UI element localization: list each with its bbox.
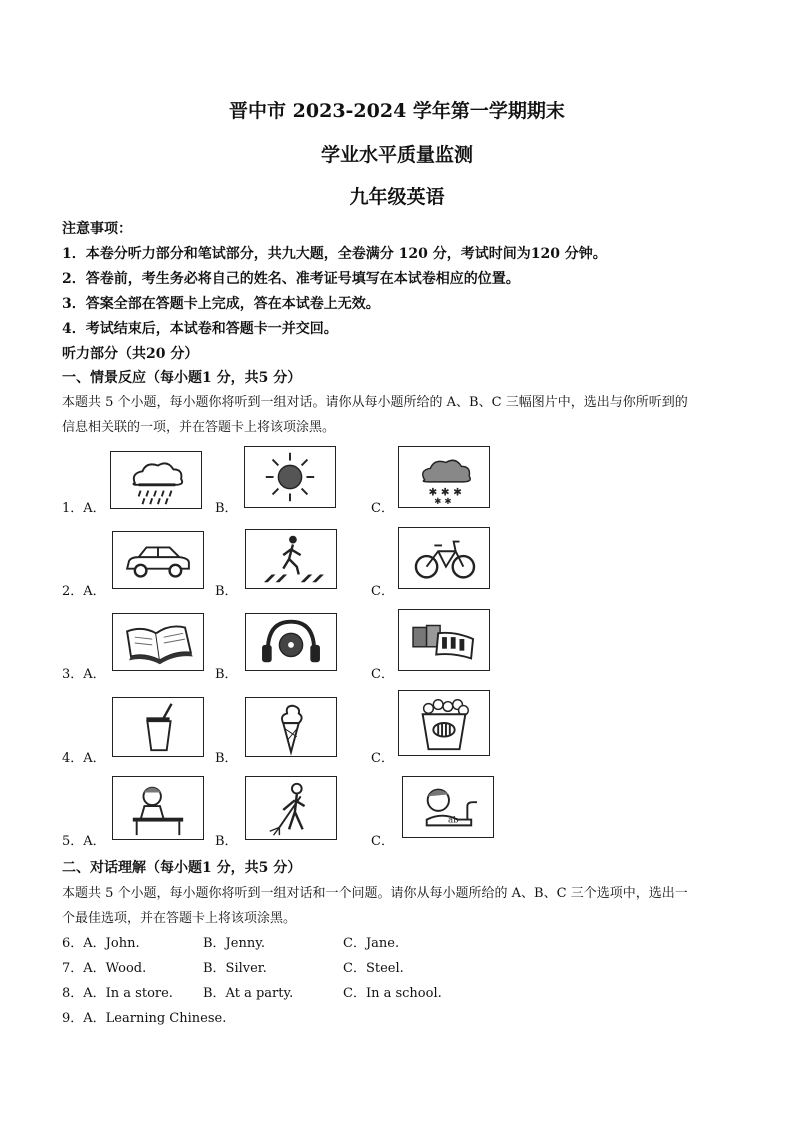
question-number: 1．A． bbox=[62, 501, 106, 516]
option-label-c: C． bbox=[371, 667, 394, 682]
option-label-b: B． bbox=[215, 501, 238, 516]
option-label-b: B． bbox=[215, 751, 238, 766]
option-b[interactable]: B．At a party. bbox=[203, 986, 294, 1001]
note-item: 3．答案全部在答题卡上完成，答在本试卷上无效。 bbox=[62, 296, 380, 312]
book-icon bbox=[113, 614, 203, 670]
ice-cream-icon bbox=[246, 698, 336, 756]
option-picture-c[interactable] bbox=[398, 446, 490, 508]
option-label-c: C． bbox=[371, 584, 394, 599]
option-picture-b[interactable] bbox=[245, 613, 337, 671]
option-picture-b[interactable] bbox=[245, 529, 337, 589]
notes-heading: 注意事项： bbox=[62, 221, 132, 237]
section2-heading: 二、对话理解（每小题1 分，共5 分） bbox=[62, 860, 302, 876]
option-a[interactable]: 9．A．Learning Chinese. bbox=[62, 1011, 227, 1026]
option-label-b: B． bbox=[215, 584, 238, 599]
sun-icon bbox=[245, 447, 335, 507]
exam-title-region: 晋中市 2023-2024 学年第一学期期末 bbox=[229, 100, 565, 122]
drink-cup-icon bbox=[113, 698, 203, 756]
section1-instructions: 本题共 5 个小题，每小题你将听到一组对话。请你从每小题所给的 A、B、C 三幅图片中，选出与你所听到的 bbox=[62, 395, 688, 410]
option-picture-a[interactable] bbox=[112, 697, 204, 757]
option-picture-a[interactable] bbox=[112, 531, 204, 589]
pedestrian-crossing-icon bbox=[246, 530, 336, 588]
option-a[interactable]: 7．A．Wood. bbox=[62, 961, 147, 976]
boy-at-desk-icon bbox=[113, 777, 203, 839]
question-number: 5．A． bbox=[62, 834, 106, 849]
film-reel-icon bbox=[399, 610, 489, 670]
option-picture-a[interactable] bbox=[110, 451, 202, 509]
exam-title-subject: 学业水平质量监测 bbox=[320, 144, 473, 166]
bicycle-icon bbox=[399, 528, 489, 588]
note-item: 2．答卷前，考生务必将自己的姓名、准考证号填写在本试卷相应的位置。 bbox=[62, 271, 520, 287]
option-picture-c[interactable] bbox=[398, 690, 490, 756]
popcorn-icon bbox=[399, 691, 489, 755]
headphones-cd-icon bbox=[246, 614, 336, 670]
section2-instructions: 个最佳选项，并在答题卡上将该项涂黑。 bbox=[62, 911, 297, 926]
option-b[interactable]: B．Silver. bbox=[203, 961, 267, 976]
note-item: 1．本卷分听力部分和笔试部分，共九大题，全卷满分 120 分，考试时间为120 分钟。 bbox=[62, 246, 607, 262]
option-picture-a[interactable] bbox=[112, 776, 204, 840]
section1-heading: 一、情景反应（每小题1 分，共5 分） bbox=[62, 370, 302, 386]
option-a[interactable]: 6．A．John. bbox=[62, 936, 140, 951]
svg-text:ab: ab bbox=[448, 815, 459, 826]
option-c[interactable]: C．In a school. bbox=[343, 986, 442, 1001]
option-picture-c[interactable] bbox=[398, 527, 490, 589]
rain-cloud-icon bbox=[111, 452, 201, 508]
option-label-c: C． bbox=[371, 834, 394, 849]
option-picture-c[interactable] bbox=[398, 609, 490, 671]
note-item: 4．考试结束后，本试卷和答题卡一并交回。 bbox=[62, 321, 338, 337]
question-number: 3．A． bbox=[62, 667, 106, 682]
option-picture-b[interactable] bbox=[245, 697, 337, 757]
question-number: 2．A． bbox=[62, 584, 106, 599]
section2-instructions: 本题共 5 个小题，每小题你将听到一组对话和一个问题。请你从每小题所给的 A、B、C 三个选项中，选出一 bbox=[62, 886, 688, 901]
snow-cloud-icon bbox=[399, 447, 489, 507]
option-c[interactable]: C．Steel. bbox=[343, 961, 404, 976]
man-sweeping-icon bbox=[246, 777, 336, 839]
option-a[interactable]: 8．A．In a store. bbox=[62, 986, 173, 1001]
option-label-b: B． bbox=[215, 667, 238, 682]
option-label-c: C． bbox=[371, 501, 394, 516]
option-picture-a[interactable] bbox=[112, 613, 204, 671]
exam-title-grade: 九年级英语 bbox=[349, 186, 445, 208]
option-picture-c[interactable] bbox=[402, 776, 494, 838]
option-label-c: C． bbox=[371, 751, 394, 766]
svg-text:✱ ✱ ✱: ✱ ✱ ✱ bbox=[428, 485, 462, 499]
option-b[interactable]: B．Jenny. bbox=[203, 936, 265, 951]
option-label-b: B． bbox=[215, 834, 238, 849]
listening-heading: 听力部分（共20 分） bbox=[62, 346, 199, 362]
option-picture-b[interactable] bbox=[245, 776, 337, 840]
car-icon bbox=[113, 532, 203, 588]
question-number: 4．A． bbox=[62, 751, 106, 766]
option-picture-b[interactable] bbox=[244, 446, 336, 508]
boy-washing-icon bbox=[403, 777, 493, 837]
option-c[interactable]: C．Jane. bbox=[343, 936, 400, 951]
section1-instructions: 信息相关联的一项，并在答题卡上将该项涂黑。 bbox=[62, 420, 336, 435]
svg-text:✱ ✱: ✱ ✱ bbox=[434, 497, 452, 507]
